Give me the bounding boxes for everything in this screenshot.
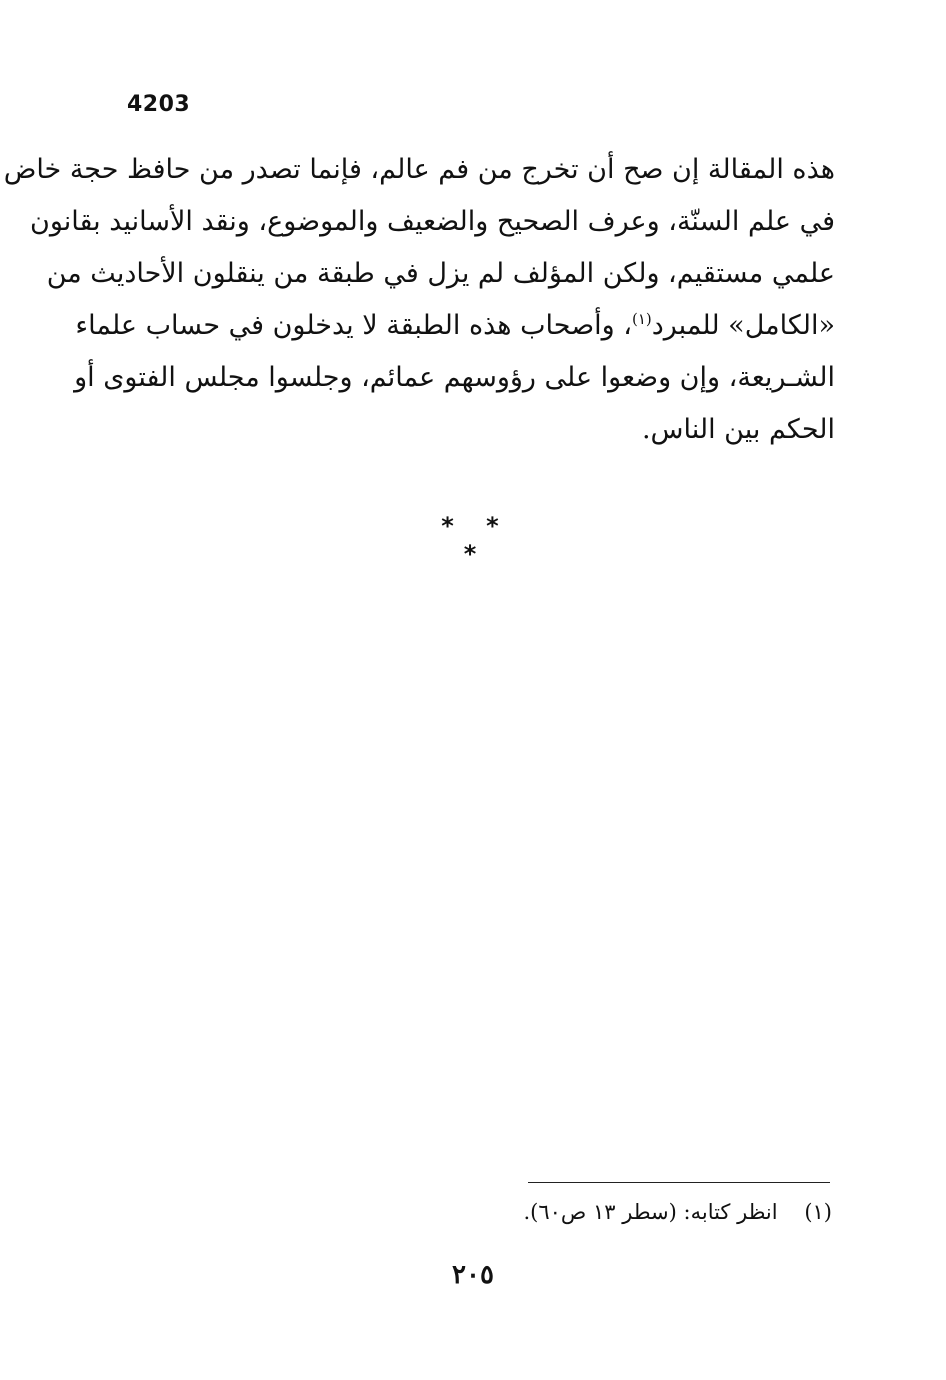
body-line-4 [75,300,835,352]
book-citation: «الكامل» للمبرد [651,310,835,341]
footnote-marker[interactable]: (١) [631,310,652,328]
body-line-5: الشـريعة، وإن وضعوا على رؤوسهم عمائم، وجلسوا مجلس الفتوى أو [74,362,835,393]
document-id: 4203 [127,92,191,117]
footnote-text: انظر كتابه: (سطر ١٣ ص٦٠). [523,1200,778,1224]
body-line-6: الحكم بين الناس. [641,414,835,445]
section-separator: * * * [441,512,511,568]
body-line-4-rest: ، وأصحاب هذه الطبقة لا يدخلون في حساب علماء [75,310,632,341]
footnote-number: (١) [804,1200,832,1224]
page-number: ٢٠٥ [452,1260,494,1290]
footnote-divider [528,1182,830,1183]
body-text [3,144,835,456]
body-line-2: في علم السنّة، وعرف الصحيح والضعيف والموضوع، ونقد الأسانيد بقانون [30,206,835,237]
body-line-1: هذه المقالة إن صح أن تخرج من فم عالم، فإنما تصدر من حافظ حجة خاض [3,154,835,185]
body-line-3: علمي مستقيم، ولكن المؤلف لم يزل في طبقة من ينقلون الأحاديث من [46,258,835,289]
footnote [480,1200,832,1224]
